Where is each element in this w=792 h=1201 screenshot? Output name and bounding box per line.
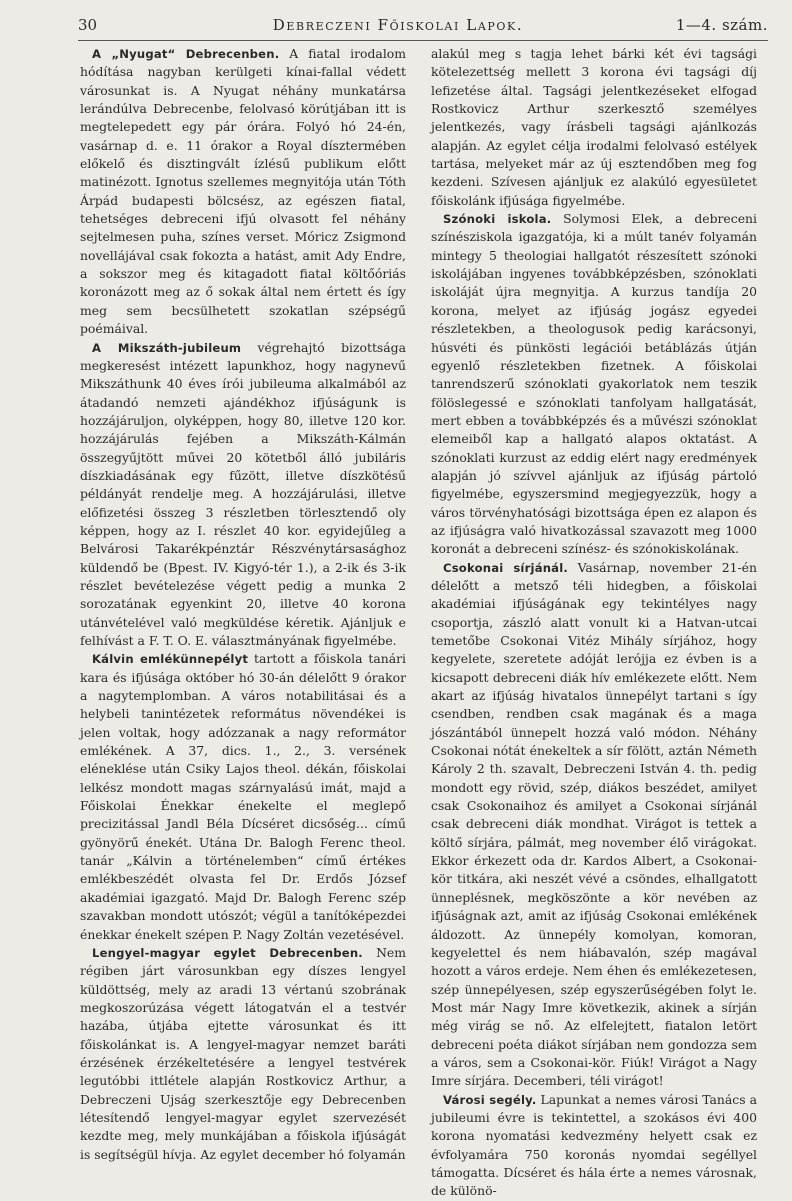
article-kalvin-emlekunnepely: [80, 650, 406, 944]
article-continuation: [431, 45, 757, 210]
page-header: [78, 16, 768, 38]
journal-title: Debreczeni Főiskolai Lapok.: [272, 16, 524, 34]
article-text: végrehajtó bizottsága megkeresést intézett lapunkhoz, hogy nagynevű Mikszáthunk 40 éves írói jubileuma alkalmából az átadandó nemzeti ajándékhoz ifjúságunk is hozzájáruljon, olyképpen, hogy 80, illetve 120 kor. hozzájárulás fejében a Mikszáth-Kálmán összegyűjtött művei 20 kötetből álló jubiláris díszkiadásának egy fűzött, illetve díszkötésű példányát rendelje meg. A hozzájárulási, illetve előfizetési összeg 3 részletben törlesztendő oly képpen, hogy az I. részlet 40 kor. egyidejűleg a Belvárosi Takarékpénztár Részvénytársasághoz küldendő be (Bpest. IV. Kigyó-tér 1.), a 2-ik és 3-ik részlet bevételezése végett pedig a munka 2 sorozatának egyenkint 20, illetve 40 korona utánvételével való megküldése kéretik. Ajánljuk e felhívást a F. T. O. E. választmányának figyelmébe.: [80, 339, 406, 648]
header-rule: [78, 40, 768, 41]
article-heading: A „Nyugat“ Debrecenben.: [92, 47, 280, 61]
article-szonoki-iskola: [431, 210, 757, 559]
article-heading: Szónoki iskola.: [443, 212, 552, 227]
article-heading: Lengyel-magyar egylet Debrecenben.: [92, 945, 363, 960]
article-mikszath-jubileum: [80, 339, 406, 651]
right-column: [431, 45, 757, 1201]
article-heading: A Mikszáth-jubileum: [92, 340, 242, 355]
article-text: Vasárnap, november 21-én délelőtt a metsző téli hidegben, a főiskolai akadémiai ifjúságának egy tekintélyes nagy csoportja, zászló alatt vonult ki a Hatvan-utcai temetőbe Csokonai Vitéz Mihály sírjához, hogy kegyelete, szeretete adóját lerójja ez évben is a kicsapott debreceni diák hív emlékezete előtt. Nem akart az ifjúság hivatalos ünnepélyt tartani s így csendben, rendben csak magának és a maga jószántából ünnepelt hozzá való módon. Néhány Csokonai nótát énekeltek a sír fölött, aztán Németh Károly 2 th. szavalt, Debreczeni István 4. th. pedig mondott egy rövid, szép, diákos beszédet, amilyet csak Csokonaihoz és amilyet a Csokonai sírjánál csak debreceni diák mondhat. Virágot is tettek a költő sírjára, pálmát, meg november élő virágokat. Ekkor érkezett oda dr. Kardos Albert, a Csokonai-kör titkára, aki neszét vévé a csöndes, elhallgatott ünneplésnek, megköszönte a kör nevében az ifjúságnak azt, amit az ifjúság Csokonai emlékének áldozott. Az ünnepély komolyan, komoran, kegyelettel és nem hiábavalón, szép magával hozott a város erdeje. Nem éhen és emlékezetesen, szép ünnepélyesen, szép egyszerűségében folyt le. Most már Nagy Imre következik, akinek a sírján még virág se nő. Az elfelejtett, fiatalon letört debreceni poéta diákot sírjában nem gondozza sem a város, sem a Csokonai-kör. Fiúk! Virágot a Nagy Imre sírjára. Decemberi, téli virágot!: [431, 559, 757, 1089]
article-text: tartott a főiskola tanári kara és ifjúsága október hó 30-án délelőtt 9 órakor a nagytemplomban. A város notabilitásai és a helybeli tanintézetek református növendékei is jelen voltak, hogy adózzanak a nagy reformátor emlékének. A 37, dics. 1., 2., 3. versének eléneklése után Csiky Lajos theol. dékán, főiskolai lelkész mondott magas szárnyalású imát, majd a Főiskolai Énekkar énekelte el meglepő precizitással Jandl Béla Dícséret dicsőség... című gyönyörű énekét. Utána Dr. Balogh Ferenc theol. tanár „Kálvin a történelemben“ című értékes emlékbeszédét olvasta fel Dr. Erdős József akadémiai igazgató. Majd Dr. Balogh Ferenc szép szavakban mondott utószót; végül a tanítóképezdei énekkar énekelt szépen P. Nagy Zoltán vezetésével.: [80, 651, 407, 942]
article-text: Lapunkat a nemes városi Tanács a jubileumi évre is tekintettel, a szokásos évi 400 korona nyomatási kedvezmény helyett csak ez évfolyamára 750 koronás nyomdai segéllyel támogatta. Dícséret és hála érte a nemes városnak, de különö-: [431, 1091, 757, 1199]
article-varosi-segely: [431, 1091, 757, 1201]
article-heading: Csokonai sírjánál.: [443, 560, 568, 575]
article-text: alakúl meg s tagja lehet bárki két évi tagsági kötelezettség mellett 3 korona évi tagsági díj lefizetése által. Tagsági jelentkezéseket elfogad Rostkovicz Arthur szerkesztő személyes jelentkezés, vagy írásbeli tagsági ajánlkozás alapján. Az egylet célja irodalmi felolvasó estélyek tartása, melyeket már az új esztendőben meg fog kezdeni. Szívesen ajánljuk ez alakúló egyesületet főiskolánk ifjúsága figyelmébe.: [431, 46, 757, 208]
issue-number: 1—4. szám.: [675, 16, 768, 34]
article-csokonai-sirjanal: [431, 559, 757, 1091]
article-text: Solymosi Elek, a debreceni színésziskola igazgatója, ki a múlt tanév folyamán mintegy 5 theologiai hallgatót részesített szónoki iskolájában ingyenes továbbképzésben, szónoklati iskoláját újra megnyitja. A kurzus tandíja 20 korona, melyet az ifjúság jogász egyedei részletekben, a theologusok pedig karácsonyi, húsvéti és pünkösti legációi betáblázás útján egyenlő részletekben fizetnek. A főiskolai tanrendszerű szónoklati gyakorlatok nem teszik fölöslegessé e szónoklati tanfolyam hallgatását, mert ebben a továbbképzés és a művészi szónoklat elemeiből kap a hallgató alapos oktatást. A szónoklati kurzust az eddig elért nagy eredmények alapján jó szívvel ajánljuk az ifjúság pártoló figyelmébe, egyszersmind megjegyezzük, hogy a város törvényhatósági bizottsága épen ez alapon és az ifjúságra való hivatkozással szavazott meg 1000 koronát a debreceni színész- és szónokiskolának.: [431, 211, 757, 557]
article-heading: Kálvin emlékünnepélyt: [92, 652, 249, 667]
article-text: Nem régiben járt városunkban egy díszes lengyel küldöttség, mely az aradi 13 vértanú szobrának megkoszorúzása végett látogatván el a testvér hazába, útjába ejtette városunkat és itt főiskolánkat is. A lengyel-magyar nemzet baráti érzésének érzékeltetésére a lengyel testvérek legutóbbi ittlétele alapján Rostkovicz Arthur, a Debreczeni Ujság szerkesztője egy Debrecenben létesítendő lengyel-magyar egylet szervezését kezdte meg, mely munkájában a főiskola ifjúságát is segítségül hívja. Az egylet december hó folyamán: [80, 944, 406, 1162]
left-column: [80, 45, 406, 1164]
article-nyugat: [80, 45, 406, 339]
article-text: A fiatal irodalom hódítása nagyban kerülgeti kínai-fallal védett városunkat is. A Nyugat néhány munkatársa lerándúlva Debrecenbe, felolvasó körútjában itt is megtelepedett egy pár órára. Folyó hó 24-én, vasárnap d. e. 11 órakor a Royal dísztermében előkelő és disztingvált ízlésű publikum előtt matinézott. Ignotus szellemes megnyitója után Tóth Árpád budapesti bölcsész, az egészen fiatal, tehetséges debreceni ifjú olvasott fel néhány sejtelmesen puha, színes verset. Móricz Zsigmond novellájával csak fokozta a hatást, amit Ady Endre, a sokszor meg és kitagadott fiatal költőóriás koronázott meg az ő sokak által nem értett és így meg sem becsülhetett szokatlan szépségű poémáival.: [80, 46, 406, 337]
article-heading: Városi segély.: [443, 1092, 537, 1107]
page-number: 30: [78, 16, 98, 34]
article-lengyel-magyar-egylet: [80, 944, 406, 1164]
